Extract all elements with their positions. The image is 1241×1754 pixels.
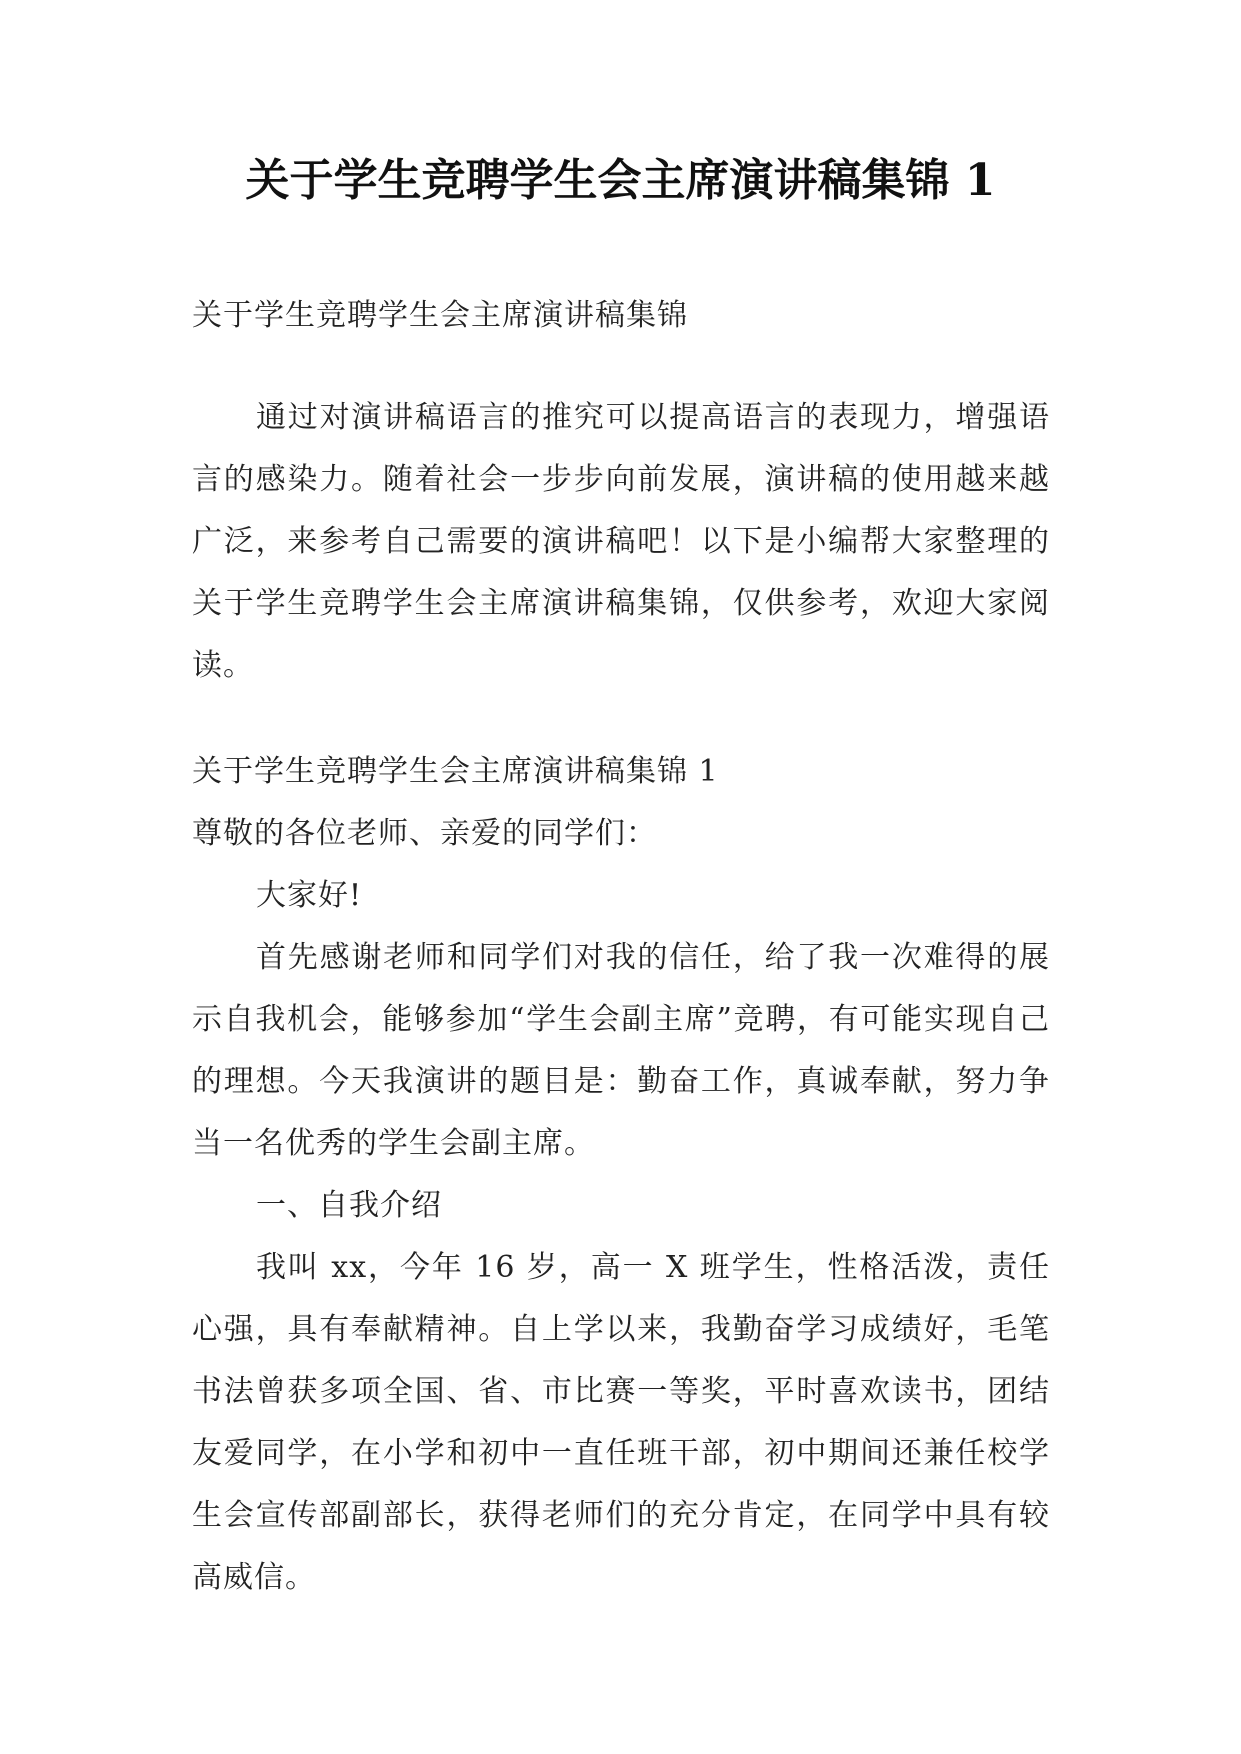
body-paragraph: 首先感谢老师和同学们对我的信任，给了我一次难得的展示自我机会，能够参加“学生会副主席”竞聘，有可能实现自己的理想。今天我演讲的题目是：勤奋工作，真诚奉献，努力争当一名优秀的学生会副主席。 — [192, 940, 1050, 1161]
intro-paragraph: 通过对演讲稿语言的推究可以提高语言的表现力，增强语言的感染力。随着社会一步步向前发展，演讲稿的使用越来越广泛，来参考自己需要的演讲稿吧！以下是小编帮大家整理的关于学生竞聘学生会主席演讲稿集锦，仅供参考，欢迎大家阅读。 — [192, 400, 1050, 683]
document-body — [192, 285, 1050, 1609]
body-paragraph: 我叫 xx，今年 16 岁，高一 X 班学生，性格活泼，责任心强，具有奉献精神。自上学以来，我勤奋学习成绩好，毛笔书法曾获多项全国、省、市比赛一等奖，平时喜欢读书，团结友爱同学，在小学和初中一直任班干部，初中期间还兼任校学生会宣传部副部长，获得老师们的充分肯定，在同学中具有较高威信。 — [192, 1250, 1050, 1595]
salutation: 尊敬的各位老师、亲爱的同学们： — [192, 816, 657, 851]
greeting: 大家好! — [256, 878, 363, 913]
document-title: 关于学生竞聘学生会主席演讲稿集锦 1 — [245, 155, 996, 206]
subsection-heading: 一、自我介绍 — [256, 1188, 442, 1223]
document-subtitle: 关于学生竞聘学生会主席演讲稿集锦 — [192, 298, 688, 333]
section-heading: 关于学生竞聘学生会主席演讲稿集锦 1 — [192, 754, 719, 789]
